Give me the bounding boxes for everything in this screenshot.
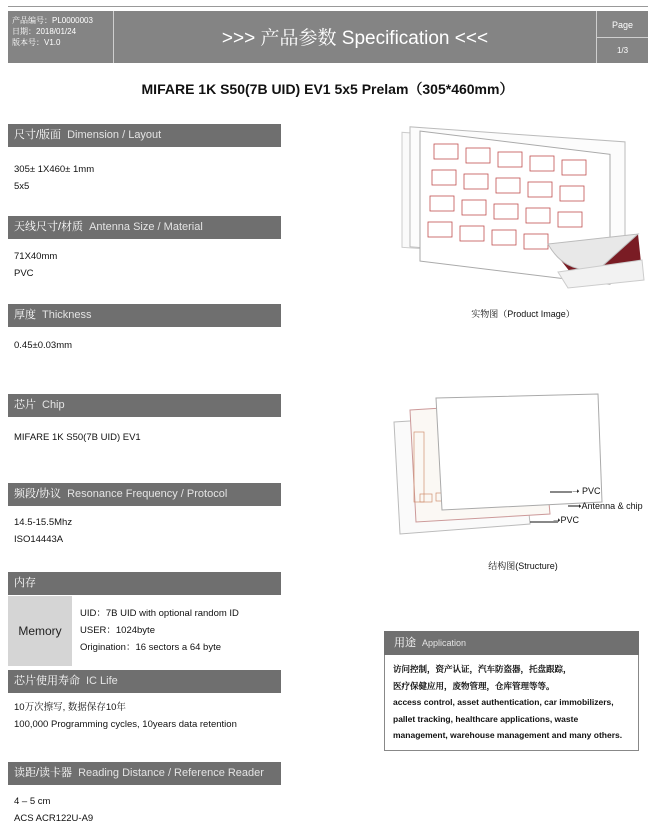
date: 日期：2018/01/24 (12, 27, 77, 36)
antenna-values (14, 248, 57, 282)
dimension-values (14, 161, 94, 195)
header-title: >>> 产品参数 Specification <<< (221, 28, 489, 49)
product-image-caption: 实物图（Product Image） (471, 309, 575, 319)
application-label-en: Application (422, 638, 467, 648)
layer-label-text: Antenna & chip (581, 501, 643, 511)
section-label-cn: 芯片 (14, 399, 36, 411)
section-label-cn: 读距/读卡器 (14, 767, 73, 779)
section-label-cn: 天线尺寸/材质 (14, 221, 84, 233)
application-header (384, 631, 639, 655)
application-line: 访问控制，资产认证，汽车防盗器，托盘跟踪， (393, 664, 572, 674)
application-line: access control, asset authentication, car immobilizers, (393, 697, 614, 707)
product-number: 产品编号：PL0000003 (12, 16, 93, 25)
section-label-en: Chip (42, 399, 65, 411)
memory-values (80, 605, 239, 656)
section-label-en: Dimension / Layout (67, 129, 162, 141)
section-label-cn: 频段/协议 (14, 488, 62, 500)
value-line: 5x5 (14, 181, 30, 192)
section-label-en: Antenna Size / Material (89, 221, 203, 233)
section-iclife-header (8, 670, 281, 693)
value-line: 71X40mm (14, 251, 58, 262)
value-line: 100,000 Programming cycles, 10years data retention (14, 719, 237, 730)
application-line: 医疗保健应用，废物管理，仓库管理等等。 (393, 680, 555, 691)
section-dimension-header (8, 124, 281, 147)
value-line: 10万次擦写, 数据保存10年 (14, 702, 126, 713)
application-line: management, warehouse management and many others. (393, 730, 623, 740)
section-label-cn: 尺寸/版面 (14, 129, 62, 141)
value-line: PVC (14, 268, 34, 279)
application-line: pallet tracking, healthcare applications, waste (393, 713, 579, 724)
section-antenna-header (8, 216, 281, 239)
application-label-cn: 用途 (394, 637, 416, 649)
version: 版本号：V1.0 (12, 38, 61, 47)
page-label: Page (597, 11, 648, 38)
section-label-cn: 厚度 (14, 309, 36, 321)
value-line: 0.45±0.03mm (14, 340, 73, 351)
value-line: 14.5-15.5Mhz (14, 517, 73, 528)
layer-label-antenna: ➝Antenna & chip (574, 501, 643, 511)
section-label-cn: 内存 (14, 577, 36, 589)
memory-table (8, 596, 281, 666)
reader-values (14, 793, 93, 827)
document-title: MIFARE 1K S50(7B UID) EV1 5x5 Prelam（305*460mm） (141, 81, 514, 97)
thickness-values (14, 337, 72, 354)
value-line: 305± 1X460± 1mm (14, 164, 95, 175)
value-line: 4 – 5 cm (14, 796, 51, 807)
section-reader-header (8, 762, 281, 785)
layer-label-pvc-top: ➝ PVC (572, 486, 601, 496)
value-line: USER：1024byte (80, 625, 155, 636)
section-memory-header (8, 572, 281, 595)
value-line: ISO14443A (14, 534, 64, 545)
layer-label-text: PVC (582, 486, 601, 496)
chip-values (14, 429, 141, 446)
section-thickness-header (8, 304, 281, 327)
layer-label-pvc-bottom: ➝PVC (553, 515, 580, 525)
structure-diagram (380, 392, 655, 542)
section-label-en: Resonance Frequency / Protocol (67, 488, 228, 500)
section-chip-header (8, 394, 281, 417)
header-meta (12, 15, 93, 48)
memory-label: Memory (8, 596, 72, 666)
frequency-values (14, 514, 72, 548)
page-indicator (597, 11, 648, 63)
value-line: UID：7B UID with optional random ID (80, 608, 239, 619)
section-label-en: Thickness (42, 309, 92, 321)
iclife-values (14, 699, 237, 733)
layer-label-text: PVC (560, 515, 580, 525)
product-image (398, 122, 648, 292)
value-line: ACS ACR122U-A9 (14, 813, 94, 824)
value-line: MIFARE 1K S50(7B UID) EV1 (14, 432, 141, 443)
structure-caption: 结构图(Structure) (488, 561, 558, 571)
application-box (384, 631, 639, 751)
value-line: Origination：16 sectors a 64 byte (80, 642, 221, 653)
section-label-en: IC Life (86, 675, 118, 687)
section-label-cn: 芯片使用寿命 (14, 675, 80, 687)
page-number: 1/3 (616, 46, 629, 55)
top-rule (8, 6, 648, 7)
section-frequency-header (8, 483, 281, 506)
section-label-en: Reading Distance / Reference Reader (78, 767, 264, 779)
application-body (384, 655, 639, 751)
